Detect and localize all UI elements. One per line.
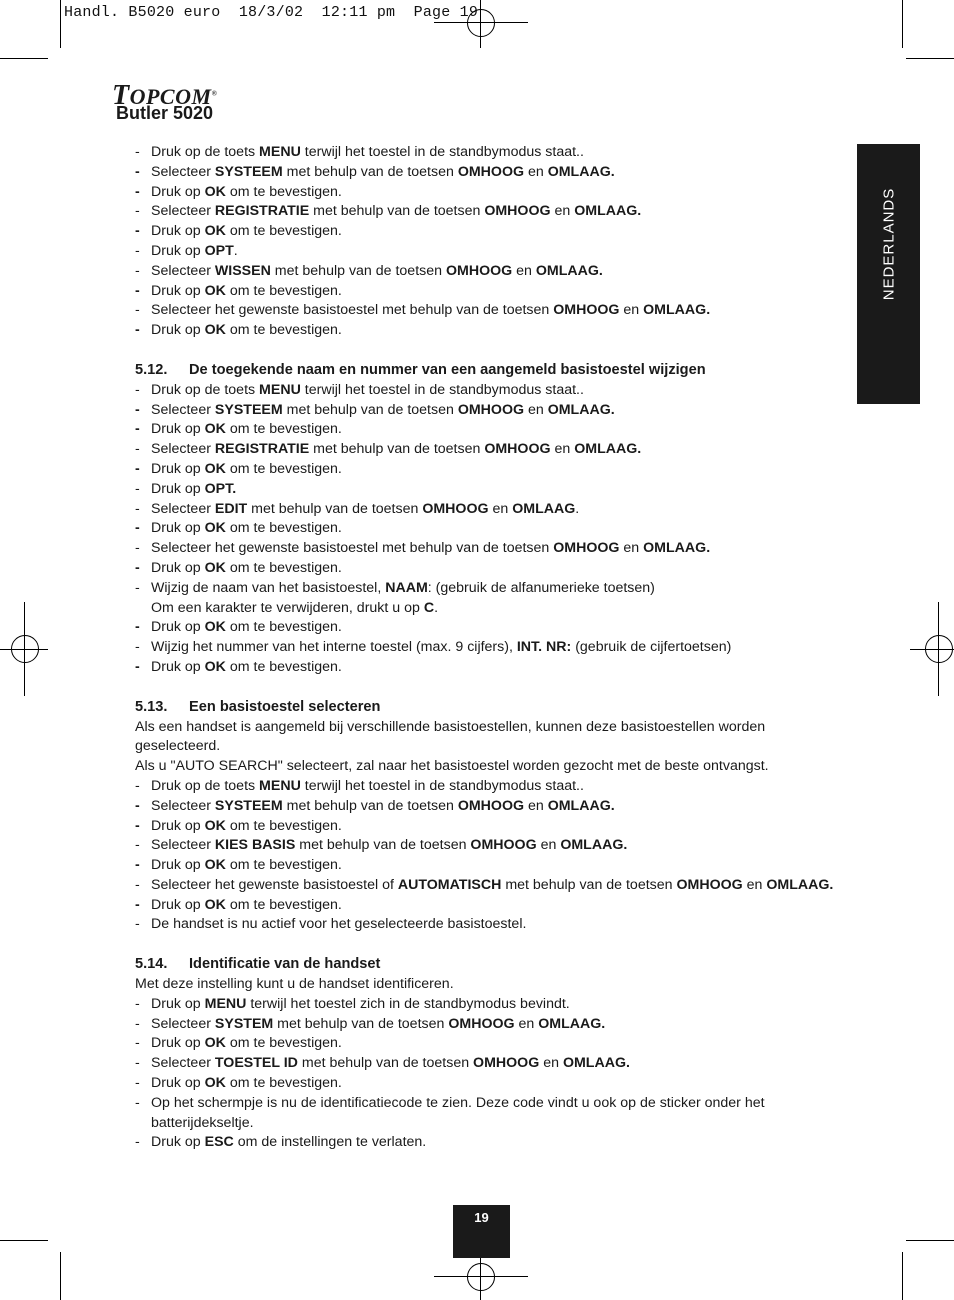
text-run: (gebruik de cijfertoetsen) <box>571 639 732 656</box>
text-run: Selecteer <box>151 262 215 279</box>
text-run: en <box>619 540 644 557</box>
text-run: om te bevestigen. <box>225 282 342 299</box>
text-run: en <box>539 1055 563 1072</box>
bullet-dash: - <box>135 183 140 200</box>
text-run: Druk op <box>151 223 205 240</box>
key-term: TOESTEL ID <box>214 1055 298 1072</box>
key-term: OMLAAG. <box>766 876 834 893</box>
key-term: OK <box>204 658 226 675</box>
key-term: MENU <box>259 144 301 160</box>
bullet-dash: - <box>135 896 140 913</box>
paragraph: Met deze instelling kunt u de handset identificeren. <box>135 976 454 993</box>
key-term: OMLAAG. <box>547 401 615 418</box>
key-term: OPT. <box>204 480 237 497</box>
key-term: OMHOOG <box>676 876 743 893</box>
section-number: 5.14. <box>135 956 168 973</box>
key-term: MENU <box>204 995 247 1012</box>
list-item <box>135 995 835 1015</box>
key-term: OK <box>204 520 226 537</box>
bullet-dash: - <box>135 401 140 418</box>
key-term: MENU <box>259 777 301 794</box>
key-term: OK <box>204 559 226 576</box>
bullet-dash: - <box>135 619 140 636</box>
text-run: en <box>619 302 644 319</box>
list-item <box>135 579 835 599</box>
model-name: Butler 5020 <box>116 103 214 123</box>
key-term: OMLAAG. <box>643 540 711 557</box>
bullet-dash: - <box>135 203 140 220</box>
list-item <box>135 1133 835 1153</box>
manual-body <box>135 143 835 1153</box>
list-item <box>135 1034 835 1054</box>
list-item-continuation <box>135 599 835 619</box>
text-run: met behulp van de toetsen <box>297 1055 474 1072</box>
key-term: ESC <box>204 1134 234 1151</box>
text-run: Druk op <box>151 242 205 259</box>
list-item <box>135 301 835 321</box>
text-run: terwijl het toestel in de standbymodus staat.. <box>300 144 584 160</box>
key-term: OMHOOG <box>457 163 525 180</box>
list-item <box>135 539 835 559</box>
key-term: MENU <box>259 381 301 398</box>
key-term: SYSTEM <box>214 1015 274 1032</box>
crop-mark <box>902 1252 903 1300</box>
text-run: Druk op <box>151 619 205 636</box>
text-run: met behulp van de toetsen <box>309 203 485 220</box>
text-run: en <box>550 203 575 220</box>
key-term: AUTOMATISCH <box>397 876 502 893</box>
text-run: Selecteer het gewenste basistoestel of <box>151 876 398 893</box>
bullet-dash: - <box>135 441 140 458</box>
paragraph: Als een handset is aangemeld bij verschillende basistoestellen, kunnen deze basistoestellen worden geselecteerd. <box>135 718 766 755</box>
text-run: Druk op <box>151 183 205 200</box>
bullet-dash: - <box>135 1075 140 1092</box>
text-run: Selecteer <box>151 441 215 458</box>
key-term: OK <box>204 322 226 339</box>
list-item <box>135 242 835 262</box>
list-item <box>135 559 835 579</box>
section-heading: De toegekende naam en nummer van een aangemeld basistoestel wijzigen <box>189 361 706 378</box>
registration-mark-icon <box>467 1263 495 1291</box>
key-term: OMHOOG <box>484 441 551 458</box>
text-run: terwijl het toestel in de standbymodus staat.. <box>300 381 584 398</box>
list-item <box>135 262 835 282</box>
text-run: om te bevestigen. <box>225 1035 342 1052</box>
text-run: en <box>524 401 548 418</box>
key-term: OK <box>204 896 226 913</box>
crop-mark <box>0 1240 48 1241</box>
list-item <box>135 896 835 916</box>
key-term: OK <box>204 1075 226 1092</box>
language-tab <box>857 144 920 404</box>
crop-mark <box>60 1252 61 1300</box>
key-term: OK <box>204 619 226 636</box>
text-run: en <box>524 797 548 814</box>
text-run: Druk op <box>151 421 205 438</box>
list-item <box>135 282 835 302</box>
section-number: 5.13. <box>135 698 168 715</box>
text-run: Druk op <box>151 520 205 537</box>
list-item <box>135 460 835 480</box>
bullet-dash: - <box>135 282 140 299</box>
text-run: Druk op <box>151 559 205 576</box>
text-run: om te bevestigen. <box>225 619 342 636</box>
text-run: met behulp van de toetsen <box>282 163 458 180</box>
text-run: Wijzig het nummer van het interne toestel (max. 9 cijfers), <box>151 639 517 656</box>
list-item <box>135 143 835 163</box>
key-term: C <box>423 599 435 616</box>
bullet-dash: - <box>135 797 140 814</box>
list-item <box>135 401 835 421</box>
text-run: om te bevestigen. <box>225 520 342 537</box>
bullet-dash: - <box>135 242 140 259</box>
key-term: NAAM <box>385 579 428 596</box>
text-run: en <box>488 500 513 517</box>
key-term: OK <box>204 282 226 299</box>
text-run: om te bevestigen. <box>225 322 342 339</box>
list-item <box>135 777 835 797</box>
key-term: KIES BASIS <box>214 837 296 854</box>
text-run: om te bevestigen. <box>225 183 342 200</box>
text-run: met behulp van de toetsen <box>295 837 471 854</box>
list-item <box>135 519 835 539</box>
text-run: . <box>434 599 439 616</box>
list-item <box>135 836 835 856</box>
key-term: OK <box>204 460 226 477</box>
bullet-dash: - <box>135 837 140 854</box>
text-run: Druk op de toets <box>151 777 260 794</box>
text-run: en <box>536 837 561 854</box>
bullet-dash: - <box>135 540 140 557</box>
spacer <box>135 341 835 361</box>
text-run: Druk op <box>151 460 205 477</box>
text-run: en <box>550 441 575 458</box>
section-heading: Een basistoestel selecteren <box>189 698 381 715</box>
section-title <box>135 698 835 718</box>
key-term: OMHOOG <box>457 401 525 418</box>
bullet-dash: - <box>135 1015 140 1032</box>
bullet-dash: - <box>135 579 140 596</box>
text-run: . <box>233 242 238 259</box>
text-run: met behulp van de toetsen <box>247 500 423 517</box>
text-run: Selecteer <box>151 797 215 814</box>
text-run: Druk op <box>151 480 205 497</box>
text-run: Op het schermpje is nu de identificatiecode te zien. Deze code vindt u ook op de sticker onder het batterijdekseltje. <box>151 1094 765 1131</box>
text-run: om te bevestigen. <box>225 559 342 576</box>
key-term: OPT <box>204 242 234 259</box>
crop-mark <box>0 58 48 59</box>
bullet-dash: - <box>135 381 140 398</box>
list-item <box>135 797 835 817</box>
text-run: Selecteer <box>151 1015 215 1032</box>
list-item <box>135 202 835 222</box>
bullet-dash: - <box>135 1094 140 1111</box>
list-item <box>135 618 835 638</box>
list-item <box>135 321 835 341</box>
list-item <box>135 1015 835 1035</box>
list-item <box>135 440 835 460</box>
text-run: Druk op <box>151 1134 205 1151</box>
key-term: SYSTEEM <box>214 401 283 418</box>
list-item <box>135 500 835 520</box>
text-run: om te bevestigen. <box>225 857 342 874</box>
language-tab-label: NEDERLANDS <box>880 187 897 301</box>
bullet-dash: - <box>135 262 140 279</box>
list-item <box>135 381 835 401</box>
key-term: OK <box>204 223 226 240</box>
text-run: Selecteer het gewenste basistoestel met behulp van de toetsen <box>151 540 554 557</box>
text-run: met behulp van de toetsen <box>501 876 677 893</box>
text-run: en <box>524 163 548 180</box>
text-run: Druk op de toets <box>151 381 260 398</box>
bullet-dash: - <box>135 777 140 794</box>
list-item <box>135 222 835 242</box>
bullet-dash: - <box>135 995 140 1012</box>
text-run: om te bevestigen. <box>225 817 342 834</box>
key-term: OMLAAG <box>512 500 576 517</box>
text-run: Wijzig de naam van het basistoestel, <box>151 579 386 596</box>
list-item <box>135 915 835 935</box>
key-term: REGISTRATIE <box>214 203 310 220</box>
list-item <box>135 480 835 500</box>
key-term: OMHOOG <box>553 540 620 557</box>
list-item <box>135 1054 835 1074</box>
bullet-dash: - <box>135 322 140 339</box>
bullet-dash: - <box>135 876 140 893</box>
registration-mark-icon <box>11 635 39 663</box>
list-item <box>135 638 835 658</box>
bullet-dash: - <box>135 520 140 537</box>
key-term: OK <box>204 183 226 200</box>
list-item <box>135 420 835 440</box>
page-number: 19 <box>453 1205 510 1258</box>
text-run: Druk op <box>151 1035 205 1052</box>
list-item <box>135 183 835 203</box>
key-term: OMLAAG. <box>547 163 615 180</box>
print-header: Handl. B5020 euro 18/3/02 12:11 pm Page 19 <box>64 4 479 21</box>
registration-mark-icon <box>467 9 495 37</box>
crop-mark <box>60 0 61 48</box>
text-run: Selecteer <box>151 837 215 854</box>
bullet-dash: - <box>135 500 140 517</box>
key-term: OMHOOG <box>484 203 551 220</box>
bullet-dash: - <box>135 857 140 874</box>
text-run: Selecteer <box>151 163 215 180</box>
key-term: OMLAAG. <box>538 1015 606 1032</box>
key-term: OMLAAG. <box>560 837 628 854</box>
crop-mark <box>902 0 903 48</box>
text-run: om te bevestigen. <box>225 896 342 913</box>
section-title <box>135 955 835 975</box>
text-run: Druk op <box>151 817 205 834</box>
spacer <box>135 678 835 698</box>
text-run: en <box>742 876 767 893</box>
paragraph: Als u "AUTO SEARCH" selecteert, zal naar het basistoestel worden gezocht met de beste ontvangst. <box>135 758 769 775</box>
key-term: WISSEN <box>214 262 271 279</box>
bullet-dash: - <box>135 1055 140 1072</box>
text-run: De handset is nu actief voor het geselecteerde basistoestel. <box>151 916 527 933</box>
key-term: SYSTEEM <box>214 163 283 180</box>
text-run: . <box>575 500 580 517</box>
text-run: om te bevestigen. <box>225 223 342 240</box>
bullet-dash: - <box>135 817 140 834</box>
text-run: Druk op <box>151 995 205 1012</box>
key-term: SYSTEEM <box>214 797 283 814</box>
key-term: OMLAAG. <box>547 797 615 814</box>
text-run: Selecteer <box>151 1055 215 1072</box>
bullet-dash: - <box>135 421 140 438</box>
text-run: Selecteer <box>151 401 215 418</box>
list-item <box>135 1074 835 1094</box>
spacer <box>135 935 835 955</box>
key-term: OMHOOG <box>553 302 620 319</box>
key-term: OMHOOG <box>473 1055 540 1072</box>
bullet-dash: - <box>135 480 140 497</box>
key-term: OMLAAG. <box>643 302 711 319</box>
text-run: met behulp van de toetsen <box>273 1015 449 1032</box>
key-term: OK <box>204 421 226 438</box>
text-run: terwijl het toestel in de standbymodus staat.. <box>300 777 584 794</box>
bullet-dash: - <box>135 460 140 477</box>
text-run: om te bevestigen. <box>225 1075 342 1092</box>
key-term: OMLAAG. <box>574 203 642 220</box>
bullet-dash: - <box>135 916 140 933</box>
bullet-dash: - <box>135 1035 140 1052</box>
crop-mark <box>906 58 954 59</box>
key-term: EDIT <box>214 500 248 517</box>
text-run: met behulp van de toetsen <box>282 401 458 418</box>
text-run: Druk op <box>151 658 205 675</box>
text-run: Selecteer <box>151 203 215 220</box>
text-run: om te bevestigen. <box>225 460 342 477</box>
topcom-logo: TOPCOM® <box>112 80 218 111</box>
key-term: OMLAAG. <box>562 1055 630 1072</box>
bullet-dash: - <box>135 302 140 319</box>
bullet-dash: - <box>135 223 140 240</box>
key-term: INT. NR: <box>516 639 572 656</box>
text-run: Druk op <box>151 322 205 339</box>
text-run: en <box>512 262 536 279</box>
list-item <box>135 658 835 678</box>
text-run: om de instellingen te verlaten. <box>233 1134 427 1151</box>
section-heading: Identificatie van de handset <box>189 956 381 973</box>
text-run: Druk op <box>151 857 205 874</box>
key-term: OMHOOG <box>457 797 525 814</box>
bullet-dash: - <box>135 658 140 675</box>
text-run: met behulp van de toetsen <box>270 262 446 279</box>
key-term: REGISTRATIE <box>214 441 310 458</box>
key-term: OMHOOG <box>422 500 489 517</box>
text-run: en <box>514 1015 539 1032</box>
list-item <box>135 876 835 896</box>
bullet-dash: - <box>135 163 140 180</box>
bullet-dash: - <box>135 1134 140 1151</box>
text-run: met behulp van de toetsen <box>309 441 485 458</box>
key-term: OMHOOG <box>448 1015 515 1032</box>
text-run: Druk op <box>151 896 205 913</box>
text-run: Om een karakter te verwijderen, drukt u op <box>151 599 424 616</box>
section-number: 5.12. <box>135 361 168 378</box>
key-term: OMHOOG <box>470 837 537 854</box>
text-run: om te bevestigen. <box>225 658 342 675</box>
text-run: Druk op <box>151 1075 205 1092</box>
bullet-dash: - <box>135 639 140 656</box>
text-run: Druk op <box>151 282 205 299</box>
text-run: Druk op de toets <box>151 144 260 160</box>
text-run: met behulp van de toetsen <box>282 797 458 814</box>
text-run: : (gebruik de alfanumerieke toetsen) <box>427 579 655 596</box>
bullet-dash: - <box>135 559 140 576</box>
text-run: om te bevestigen. <box>225 421 342 438</box>
bullet-dash: - <box>135 144 140 160</box>
text-run: Selecteer het gewenste basistoestel met behulp van de toetsen <box>151 302 554 319</box>
key-term: OMHOOG <box>445 262 513 279</box>
key-term: OK <box>204 1035 226 1052</box>
list-item <box>135 817 835 837</box>
key-term: OMLAAG. <box>574 441 642 458</box>
list-item <box>135 1094 835 1134</box>
key-term: OK <box>204 817 226 834</box>
list-item <box>135 163 835 183</box>
section-title <box>135 361 835 381</box>
key-term: OK <box>204 857 226 874</box>
list-item <box>135 856 835 876</box>
crop-mark <box>906 1240 954 1241</box>
text-run: Selecteer <box>151 500 215 517</box>
text-run: terwijl het toestel zich in de standbymodus bevindt. <box>246 995 570 1012</box>
key-term: OMLAAG. <box>535 262 603 279</box>
registration-mark-icon <box>925 635 953 663</box>
